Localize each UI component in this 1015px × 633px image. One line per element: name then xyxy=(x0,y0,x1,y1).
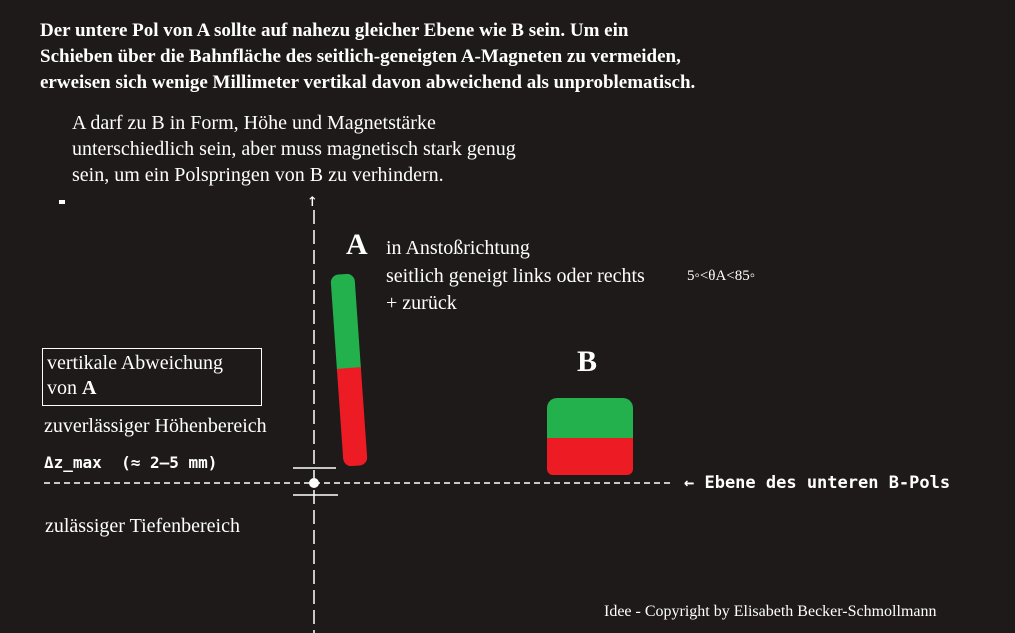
height-range-delta: Δz_max (≈ 2–5 mm) xyxy=(44,453,218,472)
magnet-a-north xyxy=(330,273,361,378)
intro-line-2: unterschiedlich sein, aber muss magnetisch stark genug xyxy=(72,138,516,160)
magnet-b-label: B xyxy=(577,345,598,378)
arrow-up-icon: ↑ xyxy=(307,190,318,211)
depth-range-label: zulässiger Tiefenbereich xyxy=(45,515,240,537)
header-line-3: erweisen sich wenige Millimeter vertikal davon abweichend als unproblematisch. xyxy=(40,72,696,93)
magnet-a-label: A xyxy=(346,228,368,261)
deviation-prefix: von xyxy=(47,377,82,399)
magnet-a-desc-3: + zurück xyxy=(386,292,457,314)
magnet-a-join xyxy=(337,367,362,379)
header-line-1: Der untere Pol von A sollte auf nahezu gleicher Ebene wie B sein. Um ein xyxy=(40,20,629,41)
magnet-a-south xyxy=(337,369,368,466)
stray-marker xyxy=(59,200,65,204)
intro-line-3: sein, um ein Polspringen von B zu verhindern. xyxy=(72,164,444,186)
plane-label: ← Ebene des unteren B-Pols xyxy=(684,473,951,493)
height-range-label: zuverlässiger Höhenbereich xyxy=(44,415,267,437)
deviation-bold: A xyxy=(82,377,97,399)
deviation-line-2 xyxy=(47,376,257,401)
deviation-box xyxy=(42,348,262,406)
magnet-a xyxy=(330,273,367,466)
magnet-b xyxy=(547,398,633,475)
origin-dot xyxy=(309,478,319,488)
magnet-a-desc-2: seitlich geneigt links oder rechts xyxy=(386,265,645,287)
intro-line-1: A darf zu B in Form, Höhe und Magnetstärke xyxy=(72,112,436,134)
angle-range: 5◦<θA<85◦ xyxy=(687,268,756,284)
magnet-b-join xyxy=(547,430,633,438)
magnet-a-desc-1: in Anstoßrichtung xyxy=(386,237,530,259)
header-line-2: Schieben über die Bahnfläche des seitlich-geneigten A-Magneten zu vermeiden, xyxy=(40,46,681,67)
copyright-text: Idee - Copyright by Elisabeth Becker-Schmollmann xyxy=(604,603,937,620)
deviation-line-1: vertikale Abweichung xyxy=(47,352,224,374)
